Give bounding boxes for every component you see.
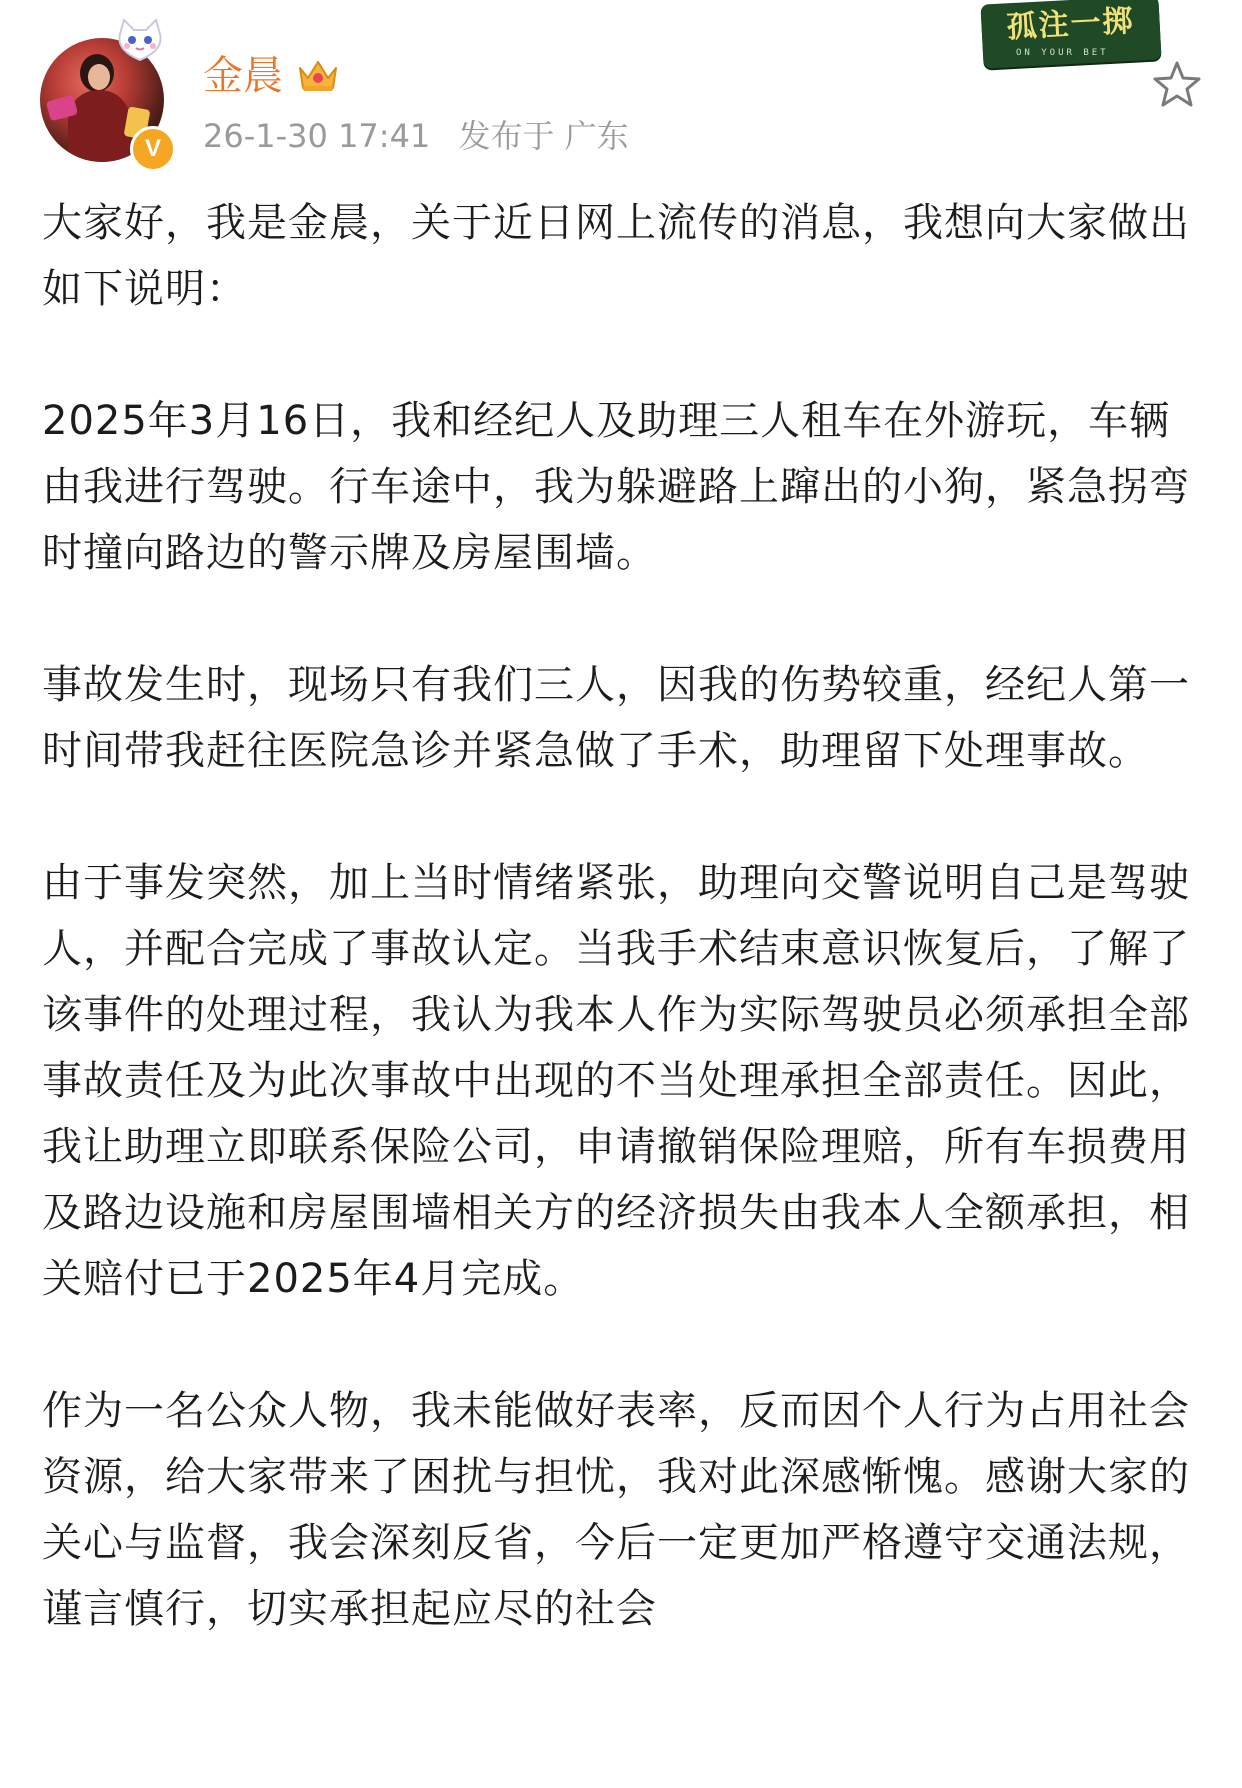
decoration-sticker: 孤注一掷 <box>980 0 1161 69</box>
avatar-figure-body <box>68 90 130 162</box>
post-body <box>42 190 1202 1708</box>
avatar-figure-face <box>88 64 110 90</box>
avatar[interactable] <box>40 38 164 162</box>
crown-icon <box>296 54 340 94</box>
post-header <box>0 0 1242 170</box>
star-icon[interactable] <box>1150 58 1204 112</box>
post-paragraph: 2025年3月16日，我和经纪人及助理三人租车在外游玩，车辆由我进行驾驶。行车途中，我为躲避路上蹿出的小狗，紧急拐弯时撞向路边的警示牌及房屋围墙。 <box>42 398 1190 576</box>
cat-badge-icon <box>112 16 168 64</box>
decoration-sticker-subtext: ON YOUR BET <box>1016 48 1109 58</box>
post-meta <box>203 112 647 160</box>
post-timestamp: 26-1-30 17:41 <box>203 117 431 155</box>
verified-badge-icon: V <box>130 126 176 172</box>
username[interactable]: 金晨 <box>203 53 283 99</box>
post-paragraph: 事故发生时，现场只有我们三人，因我的伤势较重，经纪人第一时间带我赶往医院急诊并紧急做了手术，助理留下处理事故。 <box>42 662 1190 774</box>
post-paragraph: 作为一名公众人物，我未能做好表率，反而因个人行为占用社会资源，给大家带来了困扰与担忧，我对此深感惭愧。感谢大家的关心与监督，我会深刻反省，今后一定更加严格遵守交通法规，谨言慎行，切实承担起应尽的社会 <box>42 1388 1190 1632</box>
post-paragraph: 大家好，我是金晨，关于近日网上流传的消息，我想向大家做出如下说明： <box>42 200 1190 312</box>
post-paragraph: 由于事发突然，加上当时情绪紧张，助理向交警说明自己是驾驶人，并配合完成了事故认定。当我手术结束意识恢复后，了解了该事件的处理过程，我认为我本人作为实际驾驶员必须承担全部事故责任及为此次事故中出现的不当处理承担全部责任。因此，我让助理立即联系保险公司，申请撤销保险理赔，所有车损费用及路边设施和房屋围墙相关方的经济损失由我本人全额承担，相关赔付已于2025年4月完成。 <box>42 860 1190 1302</box>
post-location: 发布于 广东 <box>458 117 629 155</box>
